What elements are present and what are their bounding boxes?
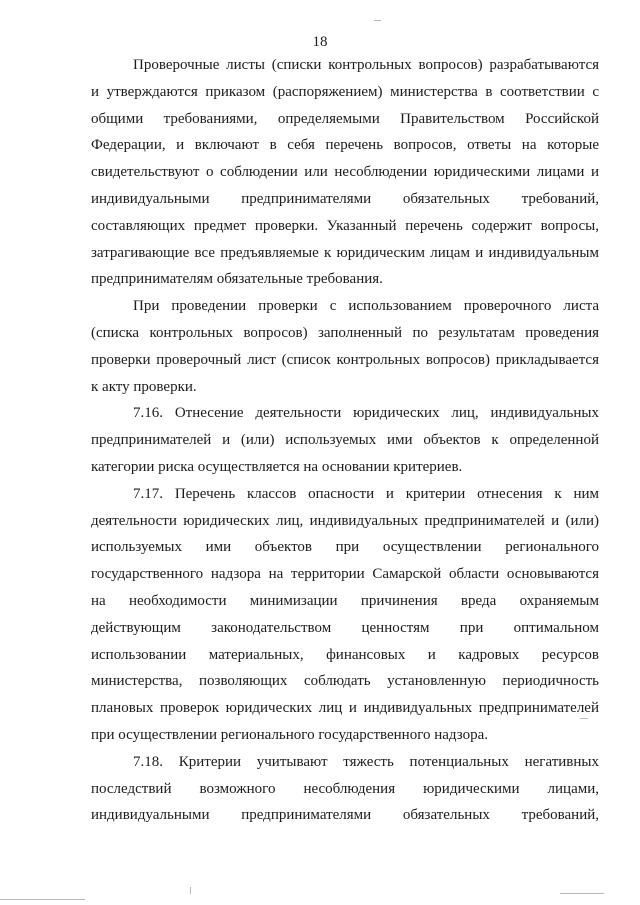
text-line: (списка контрольных вопросов) заполненный по результатам проведения — [91, 324, 599, 341]
scan-artifact — [560, 893, 604, 894]
text-line: на необходимости минимизации причинения вреда охраняемым — [91, 592, 599, 609]
text-line: и утверждаются приказом (распоряжением) министерства в соответствии с — [91, 83, 599, 100]
paragraph-7-16 — [91, 400, 599, 480]
text-line: 7.18. Критерии учитывают тяжесть потенциальных негативных — [133, 753, 599, 770]
text-line: составляющих предмет проверки. Указанный перечень содержит вопросы, — [91, 217, 599, 234]
text-line: Федерации, и включают в себя перечень вопросов, ответы на которые — [91, 137, 599, 154]
text-line: министерства, позволяющих соблюдать установленную периодичность — [91, 673, 599, 690]
paragraph-checklists — [91, 52, 599, 293]
text-line: используемых ими объектов при осуществлении регионального — [91, 539, 599, 556]
paragraph-7-18 — [91, 749, 599, 829]
text-line: индивидуальными предпринимателями обязательных требований, — [91, 190, 599, 207]
text-line: категории риска осуществляется на основании критериев. — [91, 458, 463, 475]
text-line: предпринимателям обязательные требования. — [91, 271, 383, 288]
paragraph-checklist-attachment — [91, 293, 599, 400]
text-line: при осуществлении регионального государственного надзора. — [91, 726, 488, 743]
text-line: деятельности юридических лиц, индивидуальных предпринимателей и (или) — [91, 512, 599, 529]
text-line: государственного надзора на территории Самарской области основываются — [91, 566, 599, 583]
text-line: последствий возможного несоблюдения юридическими лицами, — [91, 780, 599, 797]
scan-artifact — [190, 887, 191, 894]
text-line: общими требованиями, определяемыми Правительством Российской — [91, 110, 599, 127]
text-line: проверки проверочный лист (список контрольных вопросов) прикладывается — [91, 351, 599, 368]
text-line: 7.17. Перечень классов опасности и критерии отнесения к ним — [133, 485, 599, 502]
page-number: 18 — [312, 34, 328, 50]
body-text — [91, 52, 599, 829]
text-line: затрагивающие все предъявляемые к юридическим лицам и индивидуальным — [91, 244, 599, 261]
text-line: плановых проверок юридических лиц и индивидуальных предпринимателей — [91, 700, 599, 717]
text-line: использовании материальных, финансовых и кадровых ресурсов — [91, 646, 599, 663]
text-line: свидетельствуют о соблюдении или несоблюдении юридическими лицами и — [91, 164, 599, 181]
text-line: При проведении проверки с использованием проверочного листа — [133, 298, 599, 315]
text-line: Проверочные листы (списки контрольных вопросов) разрабатываются — [133, 57, 599, 73]
paragraph-7-17 — [91, 481, 599, 749]
text-line: 7.16. Отнесение деятельности юридических лиц, индивидуальных — [133, 405, 599, 422]
scan-artifact — [580, 718, 588, 719]
text-line: к акту проверки. — [91, 378, 197, 395]
text-line: действующим законодательством ценностям при оптимальном — [91, 619, 599, 636]
scan-artifact — [0, 899, 85, 900]
scan-artifact — [374, 20, 381, 21]
text-line: индивидуальными предпринимателями обязательных требований, — [91, 807, 599, 824]
text-line: предпринимателей и (или) используемых ими объектов к определенной — [91, 432, 599, 449]
